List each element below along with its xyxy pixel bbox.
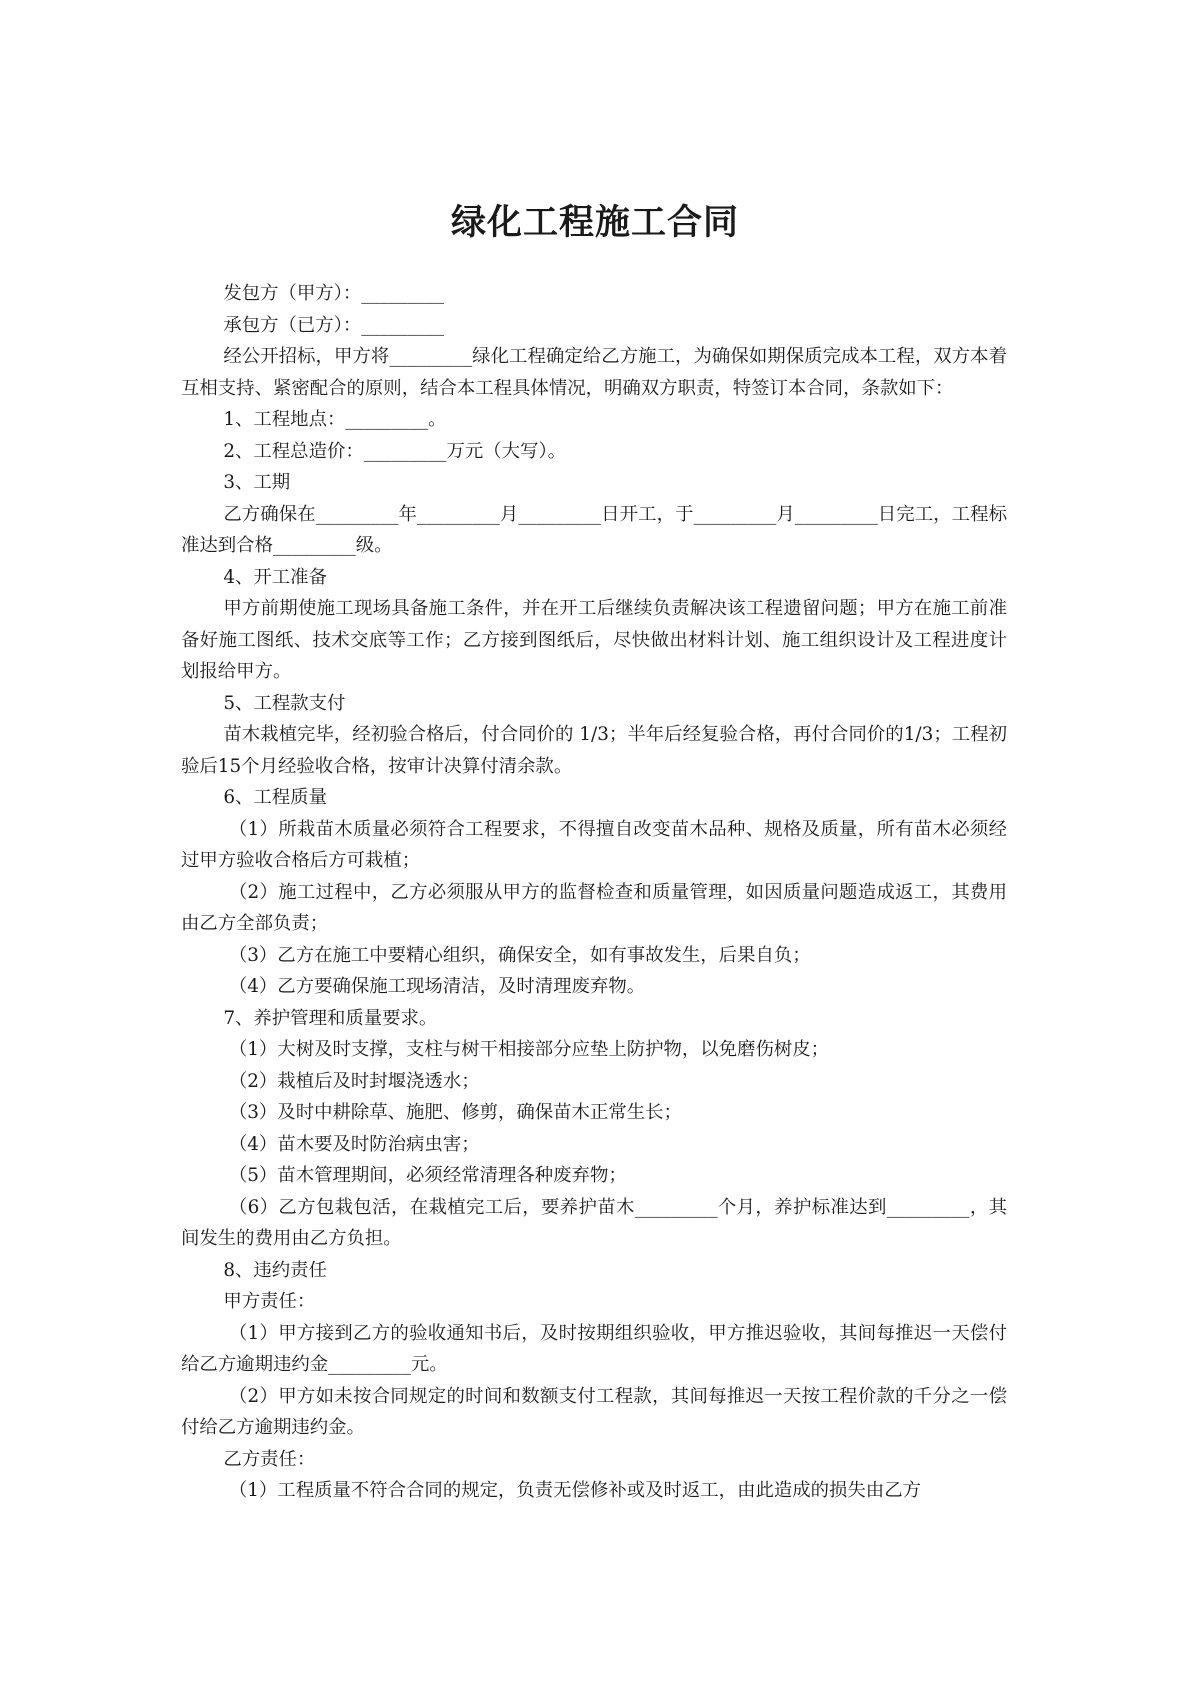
paragraph: 4、开工准备	[223, 566, 327, 588]
paragraph: 乙方责任：	[223, 1448, 316, 1470]
paragraph: 苗木栽植完毕，经初验合格后，付合同价的 1/3；半年后经复验合格，再付合同价的1/3；工程初验后15个月经验收合格，按审计决算付清余款。	[181, 724, 1007, 777]
paragraph: （3）乙方在施工中要精心组织，确保安全，如有事故发生，后果自负；	[228, 944, 811, 966]
paragraph: 2、工程总造价：_________万元（大写）。	[223, 440, 567, 462]
paragraph: 经公开招标，甲方将_________绿化工程确定给乙方施工，为确保如期保质完成本工程，双方本着互相支持、紧密配合的原则，结合本工程具体情况，明确双方职责，特签订本合同，条款如下：	[181, 346, 1007, 399]
paragraph: 乙方确保在_________年_________月_________日开工，于_________月_________日完工，工程标准达到合格_________级。	[181, 503, 1007, 556]
paragraph: （1）工程质量不符合合同的规定，负责无偿修补或及时返工，由此造成的损失由乙方	[228, 1480, 921, 1501]
paragraph: 承包方（已方）：_________	[223, 314, 444, 336]
paragraph: （2）栽植后及时封堰浇透水；	[228, 1070, 480, 1092]
paragraph: （5）苗木管理期间，必须经常清理各种废弃物；	[228, 1165, 627, 1186]
paragraph: （1）甲方接到乙方的验收通知书后，及时按期组织验收，甲方推迟验收，其间每推迟一天偿付给乙方逾期违约金_________元。	[181, 1322, 1007, 1375]
document-body	[181, 278, 1007, 1507]
paragraph: 甲方前期使施工现场具备施工条件，并在开工后继续负责解决该工程遗留问题；甲方在施工前准备好施工图纸、技术交底等工作；乙方接到图纸后，尽快做出材料计划、施工组织设计及工程进度计划报给甲方。	[181, 598, 1007, 682]
document-title: 绿化工程施工合同	[450, 203, 739, 243]
paragraph: 甲方责任：	[223, 1291, 316, 1312]
paragraph: 7、养护管理和质量要求。	[223, 1007, 438, 1029]
paragraph: （4）苗木要及时防治病虫害；	[228, 1133, 480, 1155]
paragraph: （3）及时中耕除草、施肥、修剪，确保苗木正常生长；	[228, 1102, 682, 1123]
paragraph: 发包方（甲方）：_________	[223, 283, 444, 304]
paragraph: 5、工程款支付	[223, 692, 346, 714]
paragraph: 3、工期	[223, 472, 291, 493]
paragraph: （6）乙方包栽包活，在栽植完工后，要养护苗木_________个月，养护标准达到_________，其间发生的费用由乙方负担。	[181, 1196, 1007, 1249]
paragraph: 1、工程地点：_________。	[223, 409, 447, 430]
paragraph: 6、工程质量	[223, 787, 327, 808]
paragraph: （4）乙方要确保施工现场清洁，及时清理废弃物。	[228, 976, 646, 997]
paragraph: （2）甲方如未按合同规定的时间和数额支付工程款，其间每推迟一天按工程价款的千分之一偿付给乙方逾期违约金。	[181, 1385, 1007, 1438]
paragraph: （2）施工过程中，乙方必须服从甲方的监督检查和质量管理，如因质量问题造成返工，其费用由乙方全部负责；	[181, 881, 1007, 934]
paragraph: （1）所栽苗木质量必须符合工程要求，不得擅自改变苗木品种、规格及质量，所有苗木必须经过甲方验收合格后方可栽植；	[181, 818, 1007, 871]
paragraph: 8、违约责任	[223, 1259, 327, 1281]
paragraph: （1）大树及时支撑，支柱与树干相接部分应垫上防护物，以免磨伤树皮；	[228, 1039, 830, 1060]
